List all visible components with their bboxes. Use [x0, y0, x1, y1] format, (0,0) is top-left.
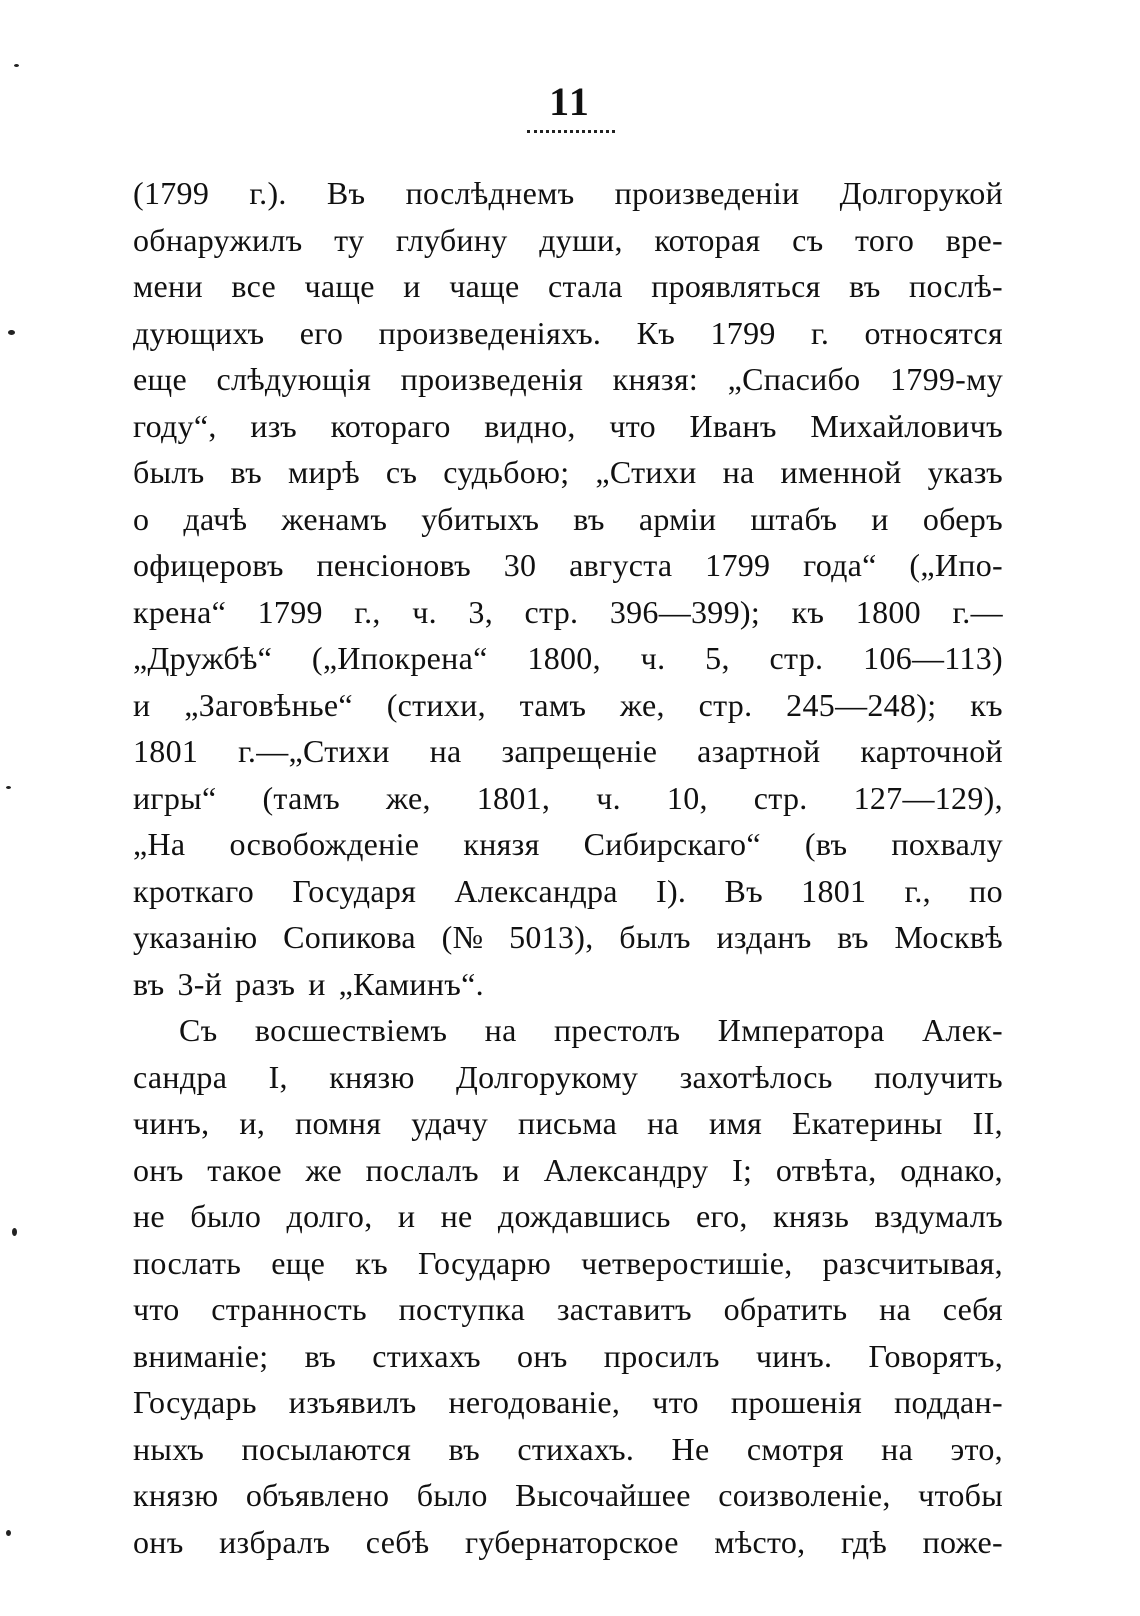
- body-text: [133, 170, 1003, 1565]
- text-line: офицеровъ пенсіоновъ 30 августа 1799 года“ („Ипо-: [133, 547, 1003, 583]
- text-line: году“, изъ котораго видно, что Иванъ Михайловичъ: [133, 407, 1003, 444]
- scan-speck: [6, 1530, 11, 1536]
- text-line: (1799 г.). Въ послѣднемъ произведеніи Долгорукой: [133, 175, 1003, 211]
- text-line: игры“ (тамъ же, 1801, ч. 10, стр. 127—129),: [133, 779, 1003, 816]
- text-line: „Дружбѣ“ („Ипокрена“ 1800, ч. 5, стр. 106—113): [133, 640, 1003, 676]
- text-line: 1801 г.—„Стихи на запрещеніе азартной карточной: [133, 733, 1003, 769]
- text-line: послать еще къ Государю четверостишіе, разсчитывая,: [133, 1244, 1003, 1281]
- text-line: еще слѣдующія произведенія князя: „Спасибо 1799-му: [133, 361, 1003, 397]
- text-line: Съ восшествіемъ на престолъ Императора Алек-: [179, 1012, 1003, 1048]
- text-line: былъ въ мирѣ съ судьбою; „Стихи на именной указъ: [133, 454, 1003, 490]
- scan-speck: [12, 1228, 17, 1236]
- scan-speck: [6, 786, 11, 789]
- text-line: онъ избралъ себѣ губернаторское мѣсто, гдѣ поже-: [133, 1523, 1003, 1560]
- text-line: онъ такое же послалъ и Александру I; отвѣта, однако,: [133, 1151, 1003, 1188]
- text-line: князю объявлено было Высочайшее соизволеніе, чтобы: [133, 1477, 1003, 1513]
- text-line: Государь изъявилъ негодованіе, что прошенія поддан-: [133, 1384, 1003, 1420]
- text-line: мени все чаще и чаще стала проявляться въ послѣ-: [133, 268, 1003, 304]
- text-line: и „Заговѣнье“ (стихи, тамъ же, стр. 245—248); къ: [133, 686, 1003, 723]
- scan-speck: [8, 330, 15, 335]
- text-line: крена“ 1799 г., ч. 3, стр. 396—399); къ 1800 г.—: [133, 593, 1003, 630]
- text-line: что странность поступка заставитъ обратить на себя: [133, 1291, 1003, 1327]
- text-line: указанію Сопикова (№ 5013), былъ изданъ въ Москвѣ: [133, 919, 1003, 955]
- text-line: чинъ, и, помня удачу письма на имя Екатерины II,: [133, 1105, 1003, 1141]
- page-number-rule: [527, 130, 615, 133]
- text-line: не было долго, и не дождавшись его, князь вздумалъ: [133, 1198, 1003, 1234]
- page-number: 11: [549, 79, 591, 124]
- text-line: „На освобожденіе князя Сибирскаго“ (въ похвалу: [133, 826, 1003, 862]
- text-line: обнаружилъ ту глубину души, которая съ того вре-: [133, 221, 1003, 258]
- text-line: ныхъ посылаются въ стихахъ. Не смотря на это,: [133, 1430, 1003, 1467]
- text-line: сандра I, князю Долгорукому захотѣлось получить: [133, 1058, 1003, 1095]
- text-line: кроткаго Государя Александра I). Въ 1801 г., по: [133, 872, 1003, 909]
- text-line: вниманіе; въ стихахъ онъ просилъ чинъ. Говорятъ,: [133, 1337, 1003, 1374]
- text-line: въ 3-й разъ и „Каминъ“.: [133, 965, 484, 1002]
- text-line: о дачѣ женамъ убитыхъ въ арміи штабъ и оберъ: [133, 500, 1003, 537]
- scan-speck: [14, 64, 19, 67]
- text-line: дующихъ его произведеніяхъ. Къ 1799 г. относятся: [133, 314, 1003, 351]
